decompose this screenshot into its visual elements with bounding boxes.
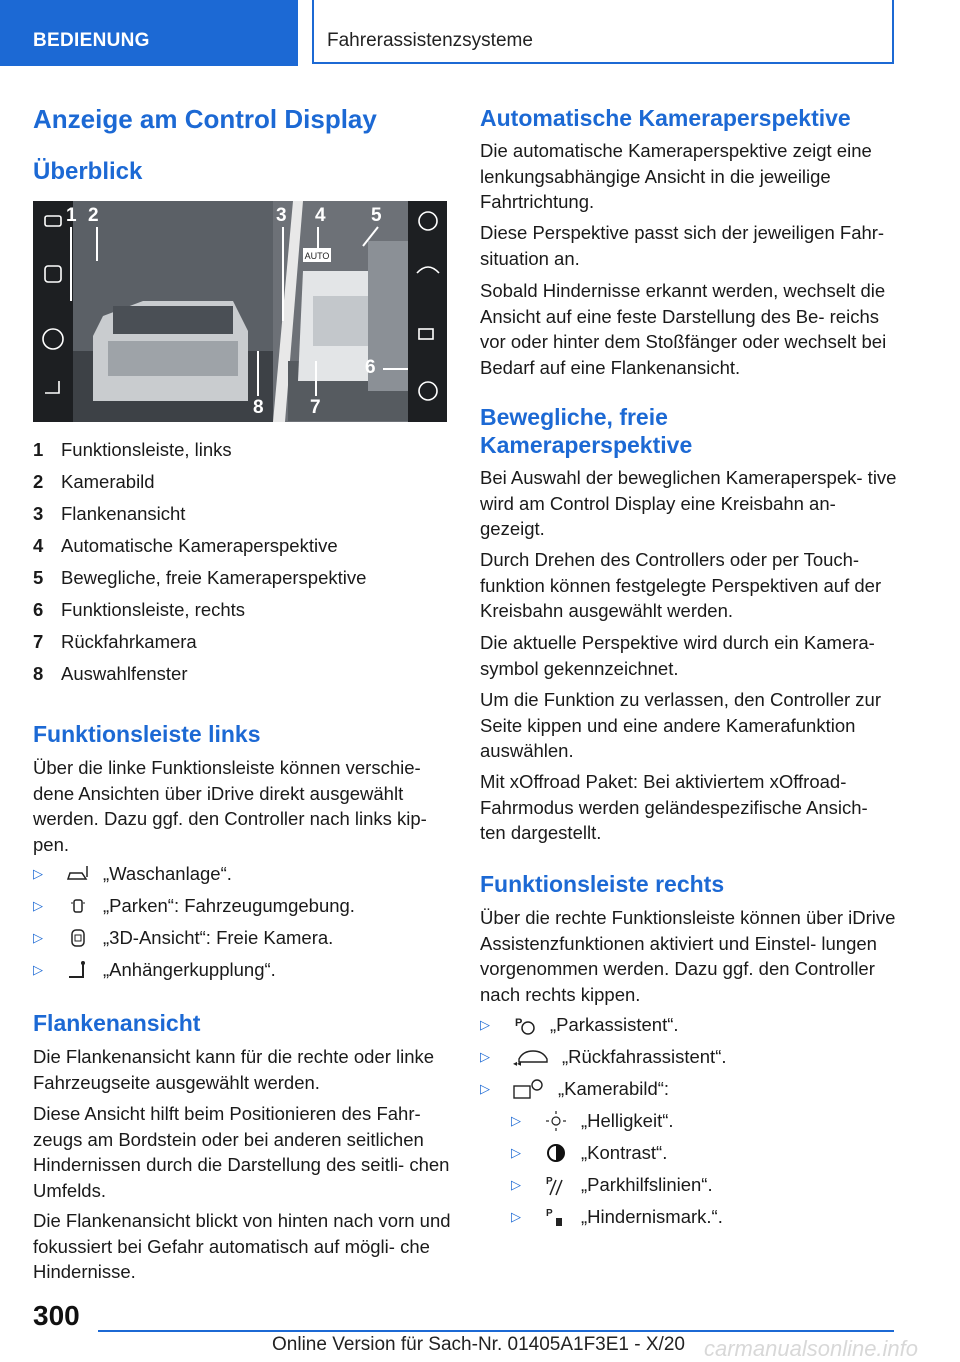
funk-rechts-bullet: ▷ ◂◂ „Rückfahrassistent“. <box>480 1046 727 1067</box>
figure-auto-badge: AUTO <box>304 251 330 261</box>
parking-lines-icon <box>543 1175 569 1195</box>
funk-links-text: Über die linke Funktionsleiste können verschie‐ dene Ansichten über iDrive direkt ausgewählt werden. Dazu ggf. den Controller nach links kip‐ pen. <box>33 757 427 855</box>
camera-settings-icon <box>512 1079 546 1099</box>
sub-bullet: ▷ P „Parkhilfslinien“. <box>511 1174 713 1195</box>
legend-item <box>33 658 451 690</box>
flanken-p1: Die Flankenansicht kann für die rechte oder linke Fahrzeugseite ausgewählt werden. <box>33 1046 435 1093</box>
legend-item <box>33 626 451 658</box>
figure-callout-2: 2 <box>88 205 99 226</box>
legend-item <box>33 594 451 626</box>
footer-text: Online Version für Sach-Nr. 01405A1F3E1 - X/20 <box>272 1334 685 1355</box>
legend-num: 4 <box>33 535 44 556</box>
legend-text: Bewegliche, freie Kameraperspektive <box>61 567 367 588</box>
flanken-p3: Die Flankenansicht blickt von hinten nach vorn und fokussiert bei Gefahr automatisch auf mögli‐ che Hindernisse. <box>33 1210 451 1282</box>
sub-bullet: ▷ P „Hindernismark.“. <box>511 1206 723 1227</box>
legend-text: Rückfahrkamera <box>61 631 197 652</box>
page-title: Anzeige am Control Display <box>33 104 377 134</box>
legend-text: Automatische Kameraperspektive <box>61 535 338 556</box>
funk-links-bullet-text: „Anhängerkupplung“. <box>103 959 276 980</box>
header-chapter-label: Fahrerassistenzsysteme <box>327 30 533 51</box>
footer-divider <box>98 1330 894 1332</box>
funk-links-bullet-text: „3D-Ansicht“: Freie Kamera. <box>103 927 334 948</box>
funk-links-bullet: ▷ „3D-Ansicht“: Freie Kamera. <box>33 927 334 948</box>
figure-callout-6: 6 <box>365 357 376 378</box>
svg-text:P: P <box>546 1208 553 1219</box>
legend-text: Flankenansicht <box>61 503 186 524</box>
free-p1: Bei Auswahl der beweglichen Kameraperspek‐ tive wird am Control Display eine Kreisbahn an‐ gezeigt. <box>480 467 897 539</box>
figure-callout-4: 4 <box>315 205 326 226</box>
funk-rechts-bullet-text: „Rückfahrassistent“. <box>562 1046 727 1067</box>
figure-callout-3: 3 <box>276 205 287 226</box>
obstacle-mark-icon <box>543 1207 569 1227</box>
funk-rechts-bullet-text: „Kamerabild“: <box>558 1078 670 1099</box>
legend-text: Funktionsleiste, rechts <box>61 599 246 620</box>
svg-text:P: P <box>515 1017 523 1029</box>
auto-heading: Automatische Kameraperspektive <box>480 105 851 131</box>
funk-links-heading: Funktionsleiste links <box>33 721 261 747</box>
funk-links-bullet: ▷ „Parken“: Fahrzeugumgebung. <box>33 895 355 916</box>
camera-display-figure <box>33 201 447 422</box>
figure-callout-8: 8 <box>253 397 264 418</box>
sub-bullet-text: „Hindernismark.“. <box>581 1206 723 1227</box>
legend-num: 1 <box>33 439 44 460</box>
legend-num: 8 <box>33 663 44 684</box>
camera-display-illustration <box>33 201 447 422</box>
trailer-hitch-icon <box>65 960 91 980</box>
legend-item <box>33 498 451 530</box>
free-p3: Die aktuelle Perspektive wird durch ein Kamera‐ symbol gekennzeichnet. <box>480 632 875 679</box>
free-p5: Mit xOffroad Paket: Bei aktiviertem xOffroad- Fahrmodus werden geländespezifische Ansich‐ ten dargestellt. <box>480 771 868 843</box>
free-heading <box>480 403 692 459</box>
funk-rechts-bullet: ▷ „Kamerabild“: <box>480 1078 670 1099</box>
header-section-tab <box>0 0 298 66</box>
legend-num: 6 <box>33 599 44 620</box>
overview-heading: Überblick <box>33 158 143 185</box>
free-p2: Durch Drehen des Controllers oder per Touch‐ funktion können festgelegte Perspektiven auf der Kreisbahn ausgewählt werden. <box>480 549 882 621</box>
3d-view-icon <box>65 928 91 948</box>
sub-bullet-text: „Kontrast“. <box>581 1142 668 1163</box>
funk-rechts-bullet: ▷ P „Parkassistent“. <box>480 1014 679 1035</box>
reverse-assistant-icon <box>512 1047 550 1067</box>
legend-num: 5 <box>33 567 44 588</box>
figure-callout-5: 5 <box>371 205 382 226</box>
figure-callout-1: 1 <box>66 205 77 226</box>
auto-p2: Diese Perspektive passt sich der jeweiligen Fahr‐ situation an. <box>480 222 885 269</box>
legend-num: 2 <box>33 471 44 492</box>
auto-p3: Sobald Hindernisse erkannt werden, wechselt die Ansicht auf eine feste Darstellung des Be‐ reichs vor oder hinter dem Stoßfänger oder wechselt bei Bedarf auf eine Flankenansicht. <box>480 280 887 378</box>
funk-links-bullet: ▷ „Anhängerkupplung“. <box>33 959 276 980</box>
flanken-p2: Diese Ansicht hilft beim Positionieren des Fahr‐ zeugs am Bordstein oder bei anderen seitlichen Hindernissen durch die Darstellung des seitli‐ chen Umfelds. <box>33 1103 450 1201</box>
legend-item <box>33 562 451 594</box>
funk-links-bullet-text: „Parken“: Fahrzeugumgebung. <box>103 895 355 916</box>
auto-p1: Die automatische Kameraperspektive zeigt eine lenkungsabhängige Ansicht in die jeweilige Fahrtrichtung. <box>480 140 872 212</box>
header-chapter-tab <box>312 0 894 64</box>
legend-text: Auswahlfenster <box>61 663 188 684</box>
park-assistant-icon <box>512 1015 538 1035</box>
free-heading-line1: Bewegliche, freie <box>480 404 668 430</box>
free-heading-line2: Kameraperspektive <box>480 432 693 458</box>
svg-text:P: P <box>546 1176 553 1187</box>
contrast-icon <box>543 1143 569 1163</box>
legend-text: Kamerabild <box>61 471 155 492</box>
sub-bullet-text: „Helligkeit“. <box>581 1110 674 1131</box>
header-section-label: BEDIENUNG <box>33 30 150 51</box>
sub-bullet: ▷ „Helligkeit“. <box>511 1110 674 1131</box>
watermark: carmanualsonline.info <box>704 1336 919 1361</box>
funk-links-bullet: ▷ „Waschanlage“. <box>33 863 232 884</box>
free-p4: Um die Funktion zu verlassen, den Controller zur Seite kippen und eine andere Kamerafunktion auswählen. <box>480 689 882 761</box>
figure-legend <box>33 434 451 690</box>
figure-callout-7: 7 <box>310 397 321 418</box>
legend-item <box>33 434 451 466</box>
legend-text: Funktionsleiste, links <box>61 439 232 460</box>
car-wash-icon <box>65 864 91 884</box>
brightness-icon <box>543 1111 569 1131</box>
funk-rechts-bullet-text: „Parkassistent“. <box>550 1014 679 1035</box>
legend-item <box>33 530 451 562</box>
svg-text:◂◂: ◂◂ <box>513 1059 522 1067</box>
sub-bullet-text: „Parkhilfslinien“. <box>581 1174 713 1195</box>
funk-rechts-text: Über die rechte Funktionsleiste können über iDrive Assistenzfunktionen aktiviert und Einstel‐ lungen vorgenommen werden. Dazu ggf. den Controller nach rechts kippen. <box>480 907 896 1005</box>
flanken-heading: Flankenansicht <box>33 1010 201 1036</box>
funk-rechts-heading: Funktionsleiste rechts <box>480 871 725 897</box>
funk-links-bullet-text: „Waschanlage“. <box>103 863 232 884</box>
page-number: 300 <box>33 1300 80 1331</box>
sub-bullet: ▷ „Kontrast“. <box>511 1142 668 1163</box>
legend-num: 3 <box>33 503 44 524</box>
parking-view-icon <box>65 896 91 916</box>
legend-num: 7 <box>33 631 44 652</box>
legend-item <box>33 466 451 498</box>
